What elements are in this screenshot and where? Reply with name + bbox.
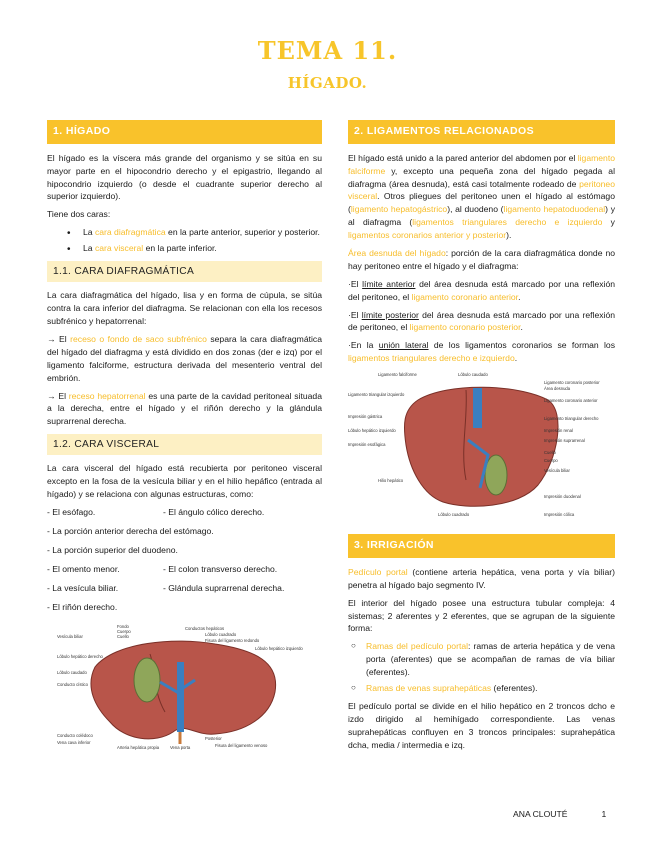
paragraph: Área desnuda del hígado: porción de la cara diafragmática donde no hay peritoneo entre el hígado y el diafragma: [348,247,616,271]
highlight: Ramas del pedículo portal [366,641,469,652]
highlight: ligamento hepatogástrico [350,204,448,215]
figure-label: Lóbulo hepático izquierdo [255,645,303,651]
page-footer [513,808,606,821]
figure-label: Lóbulo cuadrado [205,631,237,637]
figure-label: Lóbulo cuadrado [438,512,470,518]
figure-label: Impresión renal [544,428,573,434]
highlight: ligamentos triangulares derecho e izquierdo [412,217,603,228]
paragraph: ·El límite anterior del área desnuda está marcado por una reflexión del peritoneo, el ligamento coronario anterior. [348,278,616,302]
liver-ligaments-illustration [348,370,600,520]
highlight: ligamentos triangulares derecho e izquierdo [348,353,515,364]
page-title: TEMA 11. [257,36,398,65]
vena-cava-shape [473,388,482,428]
list-item: - La vesícula biliar. [47,582,119,593]
highlight: ligamento coronario posterior [409,322,521,333]
figure-label: Ligamento triangular derecho [544,416,599,422]
figure-label: Vena porta [170,744,191,750]
section-heading-ligamentos: 2. LIGAMENTOS RELACIONADOS [348,120,615,144]
figure-label: Lóbulo hepático derecho [57,653,103,659]
page-subtitle: HÍGADO. [287,74,368,93]
paragraph: → El receso hepatorrenal es una parte de la cavidad peritoneal situada a la derecha, entre el hígado y el riñón derecho y la glándula suprarrenal derecha. [47,390,322,427]
portal-vein-shape [177,662,184,732]
paragraph: Tiene dos caras: [47,209,111,220]
paragraph: → El receso o fondo de saco subfrénico separa la cara diafragmática del hígado del diafragma y está dividido en dos zonas (der e izq) por el ligamento falciforme, estructura derivada del mesenterio ventral del embrión. [47,333,322,383]
figure-label: Cuello [117,633,129,639]
figure-label: Fisura del ligamento venoso [215,742,268,748]
highlight: cara diafragmática [94,227,166,238]
figure-label: Lóbulo caudado [458,372,488,378]
page-number: 1 [601,809,607,819]
paragraph: ·El límite posterior del área desnuda está marcado por una reflexión de peritoneo, el ligamento coronario posterior. [348,309,616,333]
list-item: - El esófago. [47,507,96,518]
section-heading-irrigacion: 3. IRRIGACIÓN [348,534,615,558]
list-item: - La porción anterior derecha del estómago. [47,526,214,537]
figure-label: Cuerpo [544,458,558,464]
paragraph: Pedículo portal (contiene arteria hepática, vena porta y vía biliar) penetra al hígado bajo segmento IV. [348,566,616,590]
left-column [47,120,322,752]
list-item: - El ángulo cólico derecho. [163,507,265,518]
figure-label: Área desnuda [544,386,571,392]
figure-label: Vena cava inferior [57,739,91,745]
page-header [0,38,655,95]
figure-label: Impresión suprarrenal [544,438,585,444]
paragraph: La cara visceral del hígado está recubierta por peritoneo visceral excepto en la fosa de la vesícula biliar y en el hilio hepáfico (entrada al hígado) y se relaciona con algunas estructuras, como: [47,463,322,500]
highlight: ligamento falciforme [348,152,615,176]
list-item: • La cara diafragmática en la parte anterior, superior y posterior. [47,226,322,239]
figure-label: Impresión gástrica [348,414,383,420]
list-item: - El riñón derecho. [47,601,118,612]
list-item: • La cara visceral en la parte inferior. [47,242,322,255]
figure-label: Cuello [544,450,556,456]
figure-label: Ligamento coronario posterior [544,380,600,386]
relations-list [47,506,322,613]
highlight: receso o fondo de saco subfrénico [70,333,207,344]
figure-label: Impresión esofágica [348,442,386,448]
paragraph: El hígado es la víscera más grande del organismo y se sitúa en su mayor parte en el hipocondrio derecho y el epigastrio, llegando al hipocondrio izquierdo (o desde el cuadrante superior derecho al superior izquierdo). [47,152,322,202]
highlight: Área desnuda del hígado [348,247,446,258]
subsection-heading-cara-visceral: 1.2. CARA VISCERAL [47,434,322,455]
faces-list [47,226,322,255]
liver-visceral-illustration [55,622,305,752]
section-heading-higado: 1. HÍGADO [47,120,322,144]
figure-label: Cuerpo [117,628,131,634]
irrigation-list [348,640,615,695]
highlight: peritoneo visceral [348,178,615,202]
figure-label: Conducto cístico [57,681,88,687]
liver-visceral-svg [55,622,305,752]
figure-label: Vesícula biliar [57,633,83,639]
list-item: - La porción superior del duodeno. [47,544,178,555]
figure-label: Hilio hepático [378,478,404,484]
figure-label: Conducto colédoco [57,732,93,738]
figure-label: Impresión cólica [544,512,575,518]
figure-label: Ligamento coronario anterior [544,398,598,404]
gallbladder-shape [485,455,507,495]
highlight: Pedículo portal [348,566,408,577]
figure-label: Arteria hepática propia [117,744,160,750]
list-item: - El colon transverso derecho. [163,563,278,574]
list-item: ○ Ramas del pedículo portal: ramas de arteria hepática y de vena porta (aferentes) que se acompañan de ramas de vía biliar (eferentes). [348,640,615,679]
highlight: ligamentos coronarios anterior y posterior [348,230,507,241]
paragraph: El interior del hígado posee una estructura tubular compleja: 4 sistemas; 2 aferentes y 2 eferentes, que se agrupan de la siguiente forma: [348,597,615,634]
author-name: ANA CLOUTÉ [513,809,568,819]
figure-label: Vesícula biliar [544,468,570,474]
liver-ligaments-svg [348,370,600,520]
highlight: ligamento coronario anterior [411,291,519,302]
highlight: cara visceral [94,243,144,254]
highlight: receso hepatorrenal [68,390,146,401]
gallbladder-shape [134,658,160,702]
paragraph: ·En la unión lateral de los ligamentos coronarios se forman los ligamentos triangulares derecho e izquierdo. [348,340,616,364]
right-column [348,120,615,756]
subsection-heading-cara-diafragmatica: 1.1. CARA DIAFRAGMÁTICA [47,261,322,282]
figure-label: Lóbulo caudado [57,669,87,675]
figure-label: Fisura del ligamento redondo [205,637,260,643]
figure-label: Ligamento triangular izquierdo [348,392,405,398]
figure-label: Ligamento falciforme [378,372,417,378]
figure-label: Lóbulo hepático izquierdo [348,428,396,434]
list-item: - Glándula suprarrenal derecha. [163,582,285,593]
highlight: ligamento hepatoduodenal [503,204,606,215]
figure-label: Posterior [205,735,222,741]
list-item: ○ Ramas de venas suprahepáticas (eferentes). [348,682,615,695]
figure-label: Impresión duodenal [544,494,581,500]
highlight: Ramas de venas suprahepáticas [366,682,492,693]
paragraph: El hígado está unido a la pared anterior del abdomen por el ligamento falciforme y, excepto una pequeña zona del hígado pegada al diafragma (área desnuda), está casi totalmente rodeado de peritoneo visceral. Otros pliegues del peritoneo unen el hígado al estómago (ligamento hepatogástrico), al duodeno (ligamento hepatoduodenal) y al diafragma (ligamentos triangulares derecho e izquierdo y ligamentos coronarios anterior y posterior). [348,152,615,241]
paragraph: El pedículo portal se divide en el hilio hepático en 2 troncos dcho e izdo dirigido al hemihígado correspondiente. Las venas suprahepáticas confluyen en 3 troncos principales: suprahepática dcha, media / intermedia e izq. [348,700,615,750]
list-item: - El omento menor. [47,563,120,574]
figure-label: Conductos hepáticos [185,625,225,631]
figure-label: Fondo [117,623,129,629]
paragraph: La cara diafragmática del hígado, lisa y en forma de cúpula, se sitúa contra la cara inferior del diafragma. Se relacionan con ella los recesos subfrénico y hepatorrenal: [47,290,322,327]
